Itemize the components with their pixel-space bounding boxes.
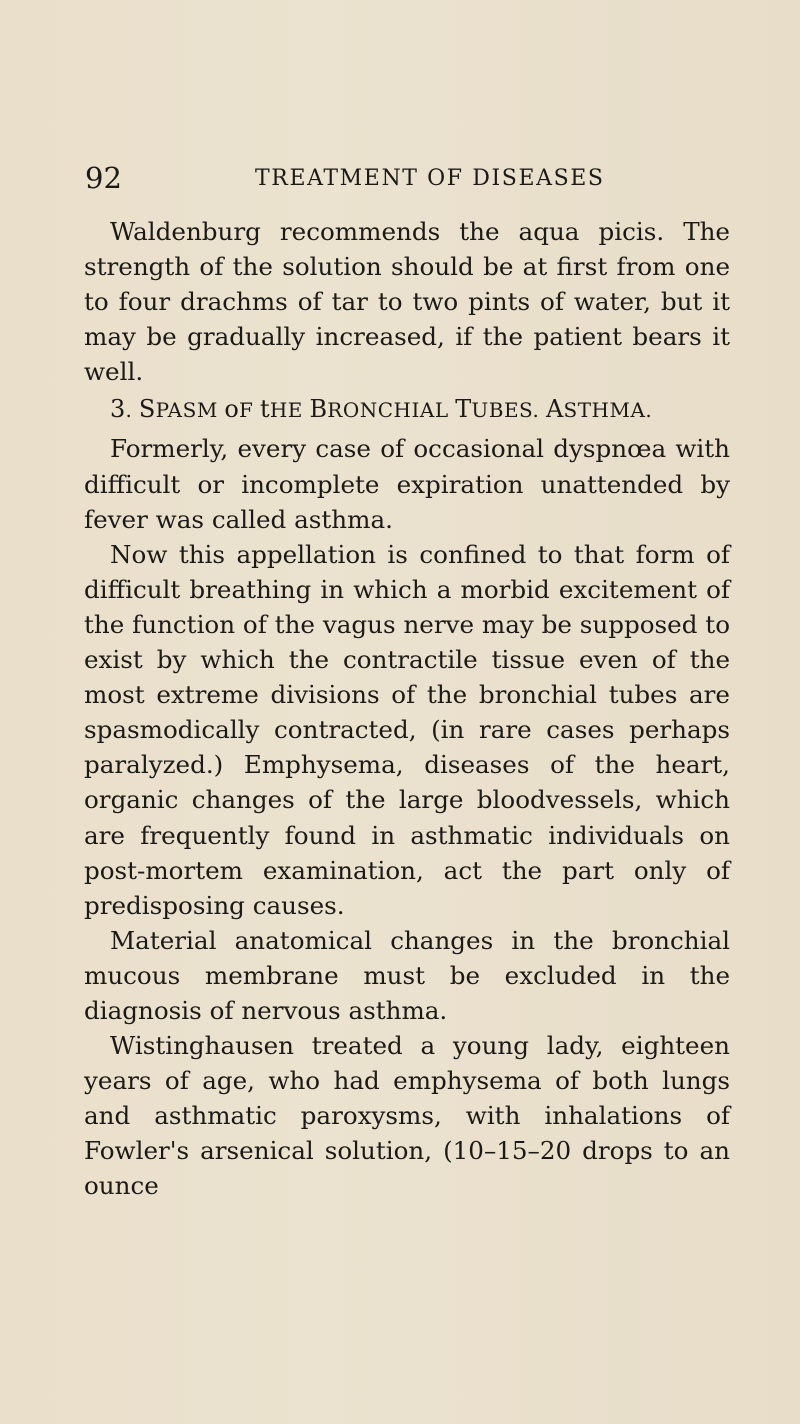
running-head: TREATMENT OF DISEASES <box>255 166 605 191</box>
paragraph-wistinghausen: Wistinghausen treated a young lady, eighteen years of age, who had emphysema of both lungs and asthmatic paroxysms, with inhalations of Fowler's arsenical solution, (10–15–20 drops to an ounce <box>84 1031 730 1201</box>
paragraph-appellation: Now this appellation is confined to that form of difficult breathing in which a morbid excitement of the function of the vagus nerve may be supposed to exist by which the contractile tissue even of the most extreme divisions of the bronchial tubes are spasmodically contracted, (in rare cases perhaps paralyzed.) Emphysema, diseases of the heart, organic changes of the large bloodvessels, which are frequently found in asthmatic individuals on post-mortem examination, act the part only of predisposing causes. <box>84 539 730 920</box>
paragraph-waldenburg: Waldenburg recommends the aqua picis. The strength of the solution should be at first from one to four drachms of tar to two pints of water, but it may be gradually increased, if the patient bears it well. <box>84 217 730 387</box>
page-number: 92 <box>85 161 122 195</box>
section-heading: 3. SPASM oF tHE BRONCHIAL TUBES. ASTHMA. <box>110 395 653 424</box>
page-header <box>85 162 725 194</box>
paragraph-formerly: Formerly, every case of occasional dyspnœa with difficult or incomplete expiration unattended by fever was called asthma. <box>84 434 730 534</box>
paragraph-anatomical-changes: Material anatomical changes in the bronchial mucous membrane must be excluded in the diagnosis of nervous asthma. <box>84 925 730 1025</box>
body-text <box>84 214 730 1204</box>
